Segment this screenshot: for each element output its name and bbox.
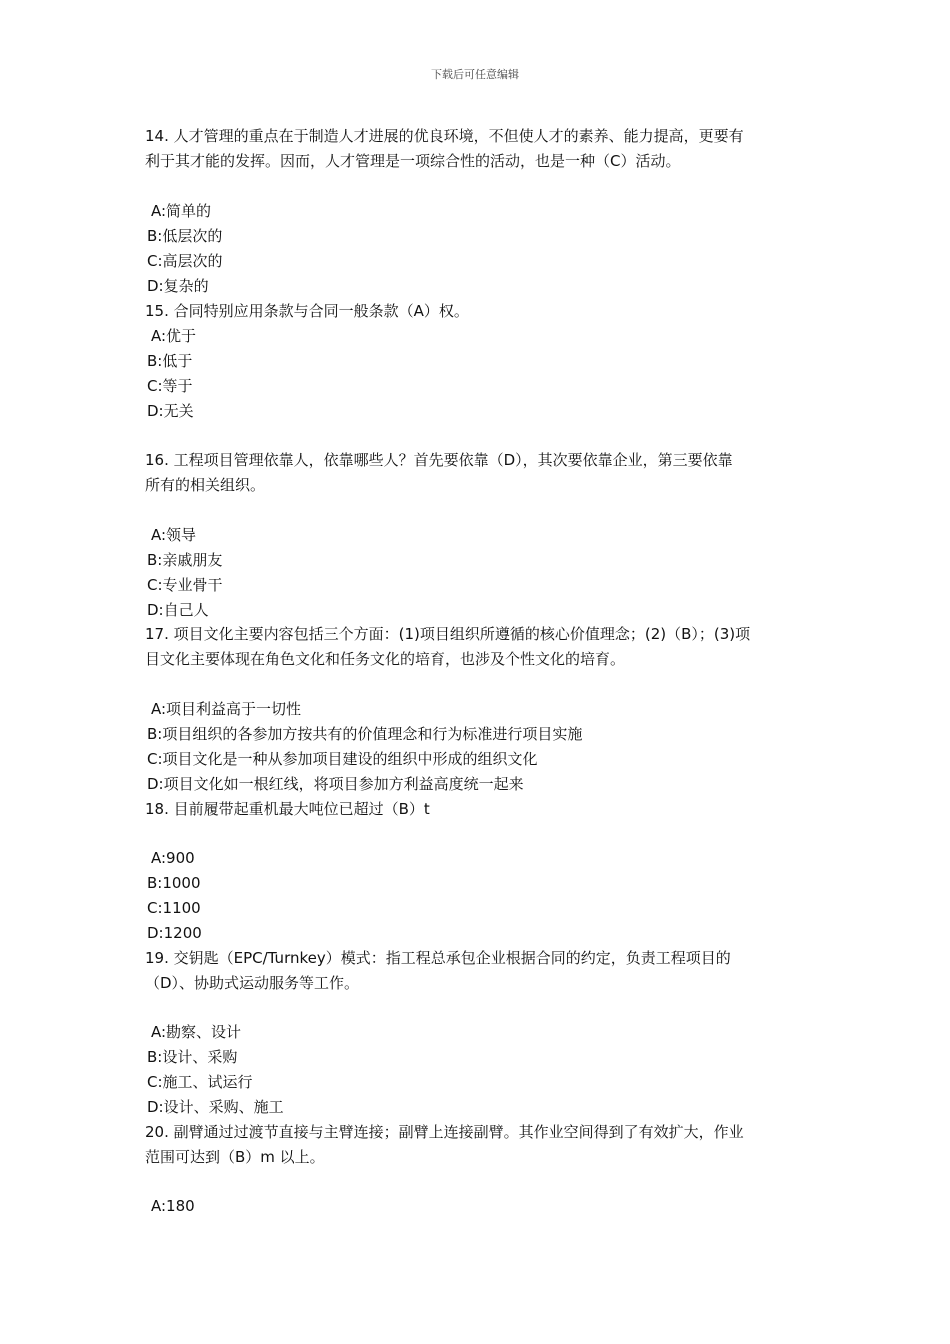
question-15-option-b: B:低于 [147, 352, 193, 370]
question-15-option-a: A:优于 [151, 327, 197, 345]
question-18-option-b: B:1000 [147, 874, 201, 892]
question-14-option-d: D:复杂的 [147, 277, 209, 295]
question-16-line-1: 16. 工程项目管理依靠人，依靠哪些人？首先要依靠（D），其次要依靠企业，第三要依靠 [145, 451, 733, 469]
question-14-line-1: 14. 人才管理的重点在于制造人才进展的优良环境，不但使人才的素养、能力提高，更要有 [145, 127, 744, 145]
question-17-option-c: C:项目文化是一种从参加项目建设的组织中形成的组织文化 [147, 750, 538, 768]
question-16-option-c: C:专业骨干 [147, 576, 223, 594]
question-14-line-2: 利于其才能的发挥。因而，人才管理是一项综合性的活动，也是一种（C）活动。 [145, 152, 681, 170]
question-20-line-2: 范围可达到（B）m 以上。 [145, 1148, 325, 1166]
question-19-line-1: 19. 交钥匙（EPC/Turnkey）模式：指工程总承包企业根据合同的约定，负责工程项目的 [145, 949, 731, 967]
question-17-option-d: D:项目文化如一根红线，将项目参加方利益高度统一起来 [147, 775, 524, 793]
question-18-line-1: 18. 目前履带起重机最大吨位已超过（B）t [145, 800, 430, 818]
question-16-option-b: B:亲戚朋友 [147, 551, 223, 569]
question-19-line-2: （D）、协助式运动服务等工作。 [145, 974, 360, 992]
question-19-option-d: D:设计、采购、施工 [147, 1098, 284, 1116]
question-17-line-1: 17. 项目文化主要内容包括三个方面：(1)项目组织所遵循的核心价值理念；(2)（B）；(3)项 [145, 625, 751, 643]
question-15-option-d: D:无关 [147, 402, 194, 420]
question-19-option-c: C:施工、试运行 [147, 1073, 253, 1091]
question-17-option-a: A:项目利益高于一切性 [151, 700, 302, 718]
page-header: 下载后可任意编辑 [431, 68, 519, 81]
question-17-option-b: B:项目组织的各参加方按共有的价值理念和行为标准进行项目实施 [147, 725, 583, 743]
question-14-option-c: C:高层次的 [147, 252, 223, 270]
question-17-line-2: 目文化主要体现在角色文化和任务文化的培育，也涉及个性文化的培育。 [145, 650, 626, 668]
question-18-option-a: A:900 [151, 849, 195, 867]
question-18-option-d: D:1200 [147, 924, 202, 942]
question-14-option-b: B:低层次的 [147, 227, 223, 245]
question-14-option-a: A:简单的 [151, 202, 212, 220]
question-19-option-b: B:设计、采购 [147, 1048, 238, 1066]
question-18-option-c: C:1100 [147, 899, 201, 917]
question-16-option-d: D:自己人 [147, 601, 209, 619]
question-20-line-1: 20. 副臂通过过渡节直接与主臂连接；副臂上连接副臂。其作业空间得到了有效扩大，作业 [145, 1123, 744, 1141]
question-16-option-a: A:领导 [151, 526, 197, 544]
question-19-option-a: A:勘察、设计 [151, 1023, 242, 1041]
question-16-line-2: 所有的相关组织。 [145, 476, 266, 494]
question-20-option-a: A:180 [151, 1197, 195, 1215]
question-15-line-1: 15. 合同特别应用条款与合同一般条款（A）权。 [145, 302, 469, 320]
question-15-option-c: C:等于 [147, 377, 193, 395]
